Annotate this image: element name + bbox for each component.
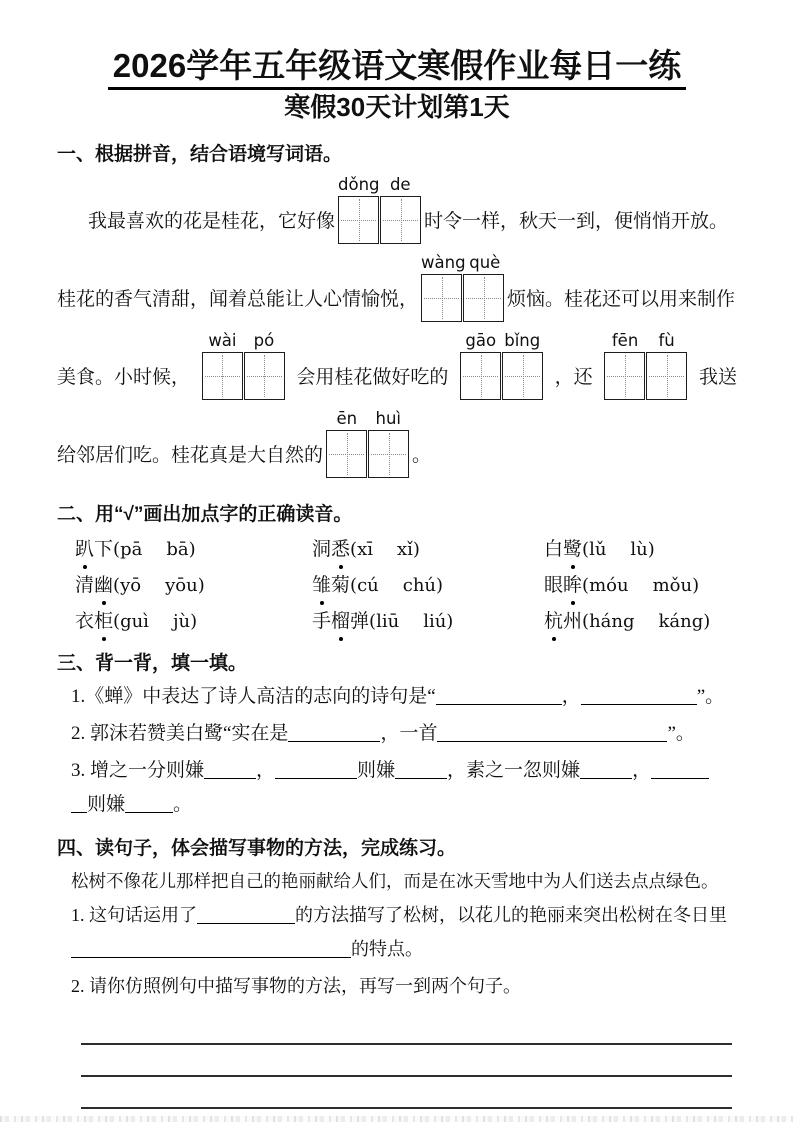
- question-item: [57, 680, 737, 714]
- word-char: 幽: [94, 570, 113, 601]
- text-segment: 烦恼。桂花还可以用来制作: [507, 289, 736, 311]
- pinyin-option: cú: [357, 574, 379, 596]
- text-segment: 我送: [698, 367, 737, 389]
- pinyin-line: [57, 331, 737, 402]
- pinyin-label: [326, 411, 409, 428]
- pinyin-option: háng: [589, 610, 635, 632]
- pinyin-options: (pā bā): [113, 538, 196, 560]
- pinyin-option: yō: [120, 574, 142, 596]
- pronunciation-item: [75, 570, 312, 601]
- text-segment: 会用桂花做好吃的: [296, 367, 449, 389]
- section1-heading: 一、根据拼音，结合语境写词语。: [57, 143, 343, 165]
- word-char: 下: [94, 538, 114, 560]
- answer-blank: [581, 699, 697, 705]
- answer-blank: [651, 773, 709, 779]
- word-char: 手: [312, 610, 332, 632]
- pinyin-box: [460, 331, 543, 400]
- word: [544, 539, 582, 560]
- pinyin-box: [338, 175, 421, 244]
- pronunciation-item: [312, 534, 544, 565]
- answer-blank: [125, 807, 173, 813]
- pinyin-option: xǐ: [396, 538, 413, 560]
- word: [75, 539, 113, 560]
- pronunciation-item: [75, 534, 312, 565]
- pinyin-options: (liū liú): [369, 610, 454, 632]
- word-char: 衣: [75, 610, 95, 632]
- word-char: 州: [563, 610, 583, 632]
- pronunciation-item: [75, 606, 312, 637]
- pinyin-box: [326, 409, 409, 478]
- word-char: 弹: [350, 610, 370, 632]
- pinyin-label: [460, 333, 543, 350]
- writing-cell: [326, 430, 367, 478]
- header: [57, 48, 737, 122]
- answer-blank: [71, 807, 87, 813]
- pinyin-line: [57, 253, 737, 324]
- text-segment: ”。: [667, 722, 695, 744]
- writing-cell: [460, 352, 501, 400]
- pinyin-option: lù: [630, 538, 648, 560]
- answer-blank: [71, 952, 351, 958]
- text-segment: 1. 这句话运用了: [71, 904, 197, 925]
- word-char: 鹭: [563, 534, 582, 565]
- pinyin-option: lǔ: [589, 538, 607, 560]
- answer-blank: [197, 918, 295, 924]
- text-segment: 2. 请你仿照例句中描写事物的方法，再写一到两个句子。: [71, 975, 521, 996]
- text-segment: 2. 郭沫若赞美白鹭“实在是: [71, 722, 289, 744]
- section-pinyin-words: [57, 142, 737, 480]
- pinyin-label: [421, 255, 504, 272]
- page-subtitle: 寒假30天计划第1天: [284, 91, 510, 122]
- text-segment: ，: [561, 685, 581, 707]
- section4-heading: 四、读句子，体会描写事物的方法，完成练习。: [57, 837, 457, 859]
- example-sentence: 松树不像花儿那样把自己的艳丽献给人们，而是在冰天雪地中为人们送去点点绿色。: [71, 870, 719, 891]
- word-char: 清: [75, 574, 95, 596]
- pronunciation-item: [544, 570, 737, 601]
- answer-blank: [288, 736, 380, 742]
- page-cutoff-strip: [0, 1116, 793, 1122]
- answer-blank: [437, 736, 667, 742]
- pinyin-label: [338, 177, 421, 194]
- answer-line: [81, 1013, 732, 1045]
- pinyin-option: yōu: [165, 574, 198, 596]
- word-char: 洞: [312, 538, 332, 560]
- text-segment: 1.《蝉》中表达了诗人高洁的志向的诗句是“: [71, 685, 436, 707]
- text-segment: 我最喜欢的花是桂花，它好像: [88, 211, 336, 233]
- s1-lines: [57, 175, 737, 480]
- pinyin-syllable: fēn: [611, 331, 639, 351]
- word-char: 眸: [563, 570, 582, 601]
- word: [312, 539, 350, 560]
- word-char: 趴: [75, 534, 94, 565]
- pinyin-options: (yō yōu): [113, 574, 205, 596]
- pinyin-option: káng: [658, 610, 704, 632]
- writing-cell: [463, 274, 504, 322]
- pinyin-syllable: bǐng: [504, 331, 541, 351]
- writing-cell: [338, 196, 379, 244]
- writing-cell: [202, 352, 243, 400]
- text-segment: ”。: [696, 685, 725, 707]
- text-segment: ，: [256, 759, 276, 781]
- pinyin-option: liú: [423, 610, 447, 632]
- text-segment: ，: [632, 759, 652, 781]
- writing-cell: [380, 196, 421, 244]
- question-item: [57, 969, 737, 1003]
- answer-blank: [395, 773, 447, 779]
- text-segment: ，素之一忽则嫌: [447, 759, 581, 781]
- text-segment: 的方法描写了松树，以花儿的艳丽来突出松树在冬日里: [295, 904, 727, 925]
- pinyin-syllable: què: [469, 253, 501, 273]
- text-segment: ，还: [554, 367, 593, 389]
- answer-blank: [204, 773, 256, 779]
- text-segment: ，一首: [380, 722, 438, 744]
- pinyin-options: (cú chú): [350, 574, 444, 596]
- pinyin-line: [57, 175, 737, 246]
- word-char: 柜: [94, 606, 113, 637]
- word-char: 榴: [331, 606, 350, 637]
- pinyin-syllable: fù: [658, 331, 675, 351]
- word: [544, 575, 582, 596]
- word-char: 眼: [544, 574, 564, 596]
- section2-heading: 二、用“√”画出加点字的正确读音。: [57, 503, 353, 525]
- section-recite-fill: [57, 651, 737, 822]
- s4-items: [57, 898, 737, 1003]
- pinyin-options: (lǔ lù): [582, 538, 655, 560]
- writing-cell: [502, 352, 543, 400]
- pinyin-line: [57, 409, 737, 480]
- pinyin-syllable: de: [389, 175, 411, 195]
- word: [75, 611, 113, 632]
- pinyin-syllable: wài: [208, 331, 237, 351]
- text-segment: 的特点。: [351, 938, 423, 959]
- pinyin-syllable: dǒng: [338, 175, 380, 195]
- word-char: 雏: [312, 570, 331, 601]
- pinyin-option: mǒu: [652, 574, 693, 596]
- answer-blank: [580, 773, 632, 779]
- text-segment: 美食。小时候，: [57, 367, 191, 389]
- word-char: 菊: [331, 574, 351, 596]
- writing-cell: [604, 352, 645, 400]
- question-item: [57, 717, 737, 751]
- text-segment: 则嫌: [87, 793, 126, 815]
- question-item: [57, 898, 737, 966]
- text-segment: 则嫌: [357, 759, 396, 781]
- answer-lines: [57, 1013, 737, 1109]
- pinyin-options: (guì jù): [113, 610, 198, 632]
- text-segment: 3. 增之一分则嫌: [71, 759, 205, 781]
- pinyin-syllable: pó: [253, 331, 275, 351]
- pronunciation-item: [544, 534, 737, 565]
- pinyin-options: (háng káng): [582, 610, 711, 632]
- pinyin-box: [202, 331, 285, 400]
- word: [544, 611, 582, 632]
- writing-cell: [421, 274, 462, 322]
- pinyin-syllable: ēn: [336, 409, 358, 429]
- text-segment: 给邻居们吃。桂花真是大自然的: [57, 445, 324, 467]
- pinyin-option: jù: [172, 610, 191, 632]
- pinyin-syllable: gāo: [465, 331, 497, 351]
- pronunciation-item: [544, 606, 737, 637]
- writing-cell: [244, 352, 285, 400]
- pinyin-syllable: wàng: [421, 253, 466, 273]
- writing-cell: [646, 352, 687, 400]
- text-segment: 。: [412, 445, 432, 467]
- word: [75, 575, 113, 596]
- pinyin-box: [604, 331, 687, 400]
- word-char: 杭: [544, 606, 563, 637]
- pinyin-option: guì: [120, 610, 149, 632]
- pinyin-label: [202, 333, 285, 350]
- answer-line: [81, 1045, 732, 1077]
- pinyin-option: xī: [357, 538, 373, 560]
- pinyin-options: (móu mǒu): [582, 574, 700, 596]
- pinyin-option: móu: [589, 574, 629, 596]
- word-char: 白: [544, 538, 564, 560]
- pronunciation-item: [312, 570, 544, 601]
- pinyin-options: (xī xǐ): [350, 538, 420, 560]
- pinyin-label: [604, 333, 687, 350]
- text-segment: 。: [173, 793, 193, 815]
- pinyin-option: bā: [166, 538, 189, 560]
- s3-items: [57, 680, 737, 822]
- page-title: 2026学年五年级语文寒假作业每日一练: [108, 48, 686, 90]
- pinyin-option: pā: [120, 538, 143, 560]
- section-sentence-method: [57, 836, 737, 1109]
- answer-line: [81, 1077, 732, 1109]
- writing-cell: [368, 430, 409, 478]
- question-item: [57, 754, 737, 822]
- section3-heading: 三、背一背，填一填。: [57, 652, 248, 674]
- pinyin-option: liū: [376, 610, 400, 632]
- pinyin-option: chú: [402, 574, 437, 596]
- answer-blank: [436, 699, 562, 705]
- text-segment: 时令一样，秋天一到，便悄悄开放。: [424, 211, 729, 233]
- section-pronunciation: [57, 502, 737, 637]
- word-char: 悉: [331, 534, 350, 565]
- word: [312, 575, 350, 596]
- pronunciation-item: [312, 606, 544, 637]
- s2-grid: [57, 534, 737, 637]
- answer-blank: [275, 773, 357, 779]
- pinyin-syllable: huì: [375, 409, 402, 429]
- word: [312, 611, 369, 632]
- pinyin-box: [421, 253, 504, 322]
- text-segment: 桂花的香气清甜，闻着总能让人心情愉悦，: [57, 289, 419, 311]
